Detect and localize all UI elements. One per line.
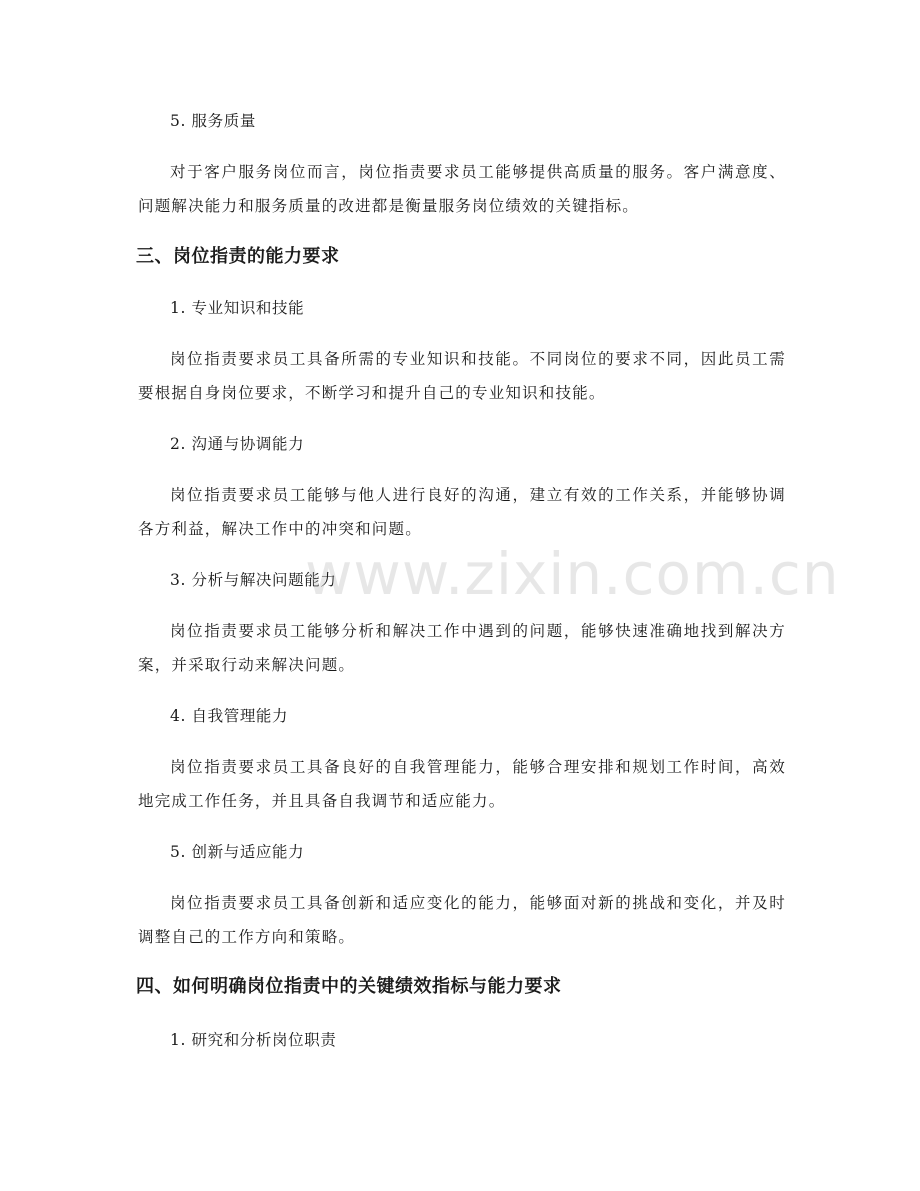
section-heading-3: 三、岗位指责的能力要求 (136, 246, 340, 267)
watermark: www.zixin.com.cn (305, 540, 840, 608)
paragraph-communication: 岗位指责要求员工能够与他人进行良好的沟通，建立有效的工作关系，并能够协调各方利益，解决工作中的冲突和问题。 (138, 486, 786, 538)
paragraph-self-management: 岗位指责要求员工具备良好的自我管理能力，能够合理安排和规划工作时间，高效地完成工作任务，并且具备自我调节和适应能力。 (138, 758, 786, 810)
list-item-innovation: 5. 创新与适应能力 (170, 843, 305, 861)
paragraph-service-quality: 对于客户服务岗位而言，岗位指责要求员工能够提供高质量的服务。客户满意度、问题解决能力和服务质量的改进都是衡量服务岗位绩效的关键指标。 (138, 163, 786, 215)
list-item-self-management: 4. 自我管理能力 (170, 707, 289, 725)
list-item-communication: 2. 沟通与协调能力 (170, 435, 305, 453)
paragraph-professional-knowledge: 岗位指责要求员工具备所需的专业知识和技能。不同岗位的要求不同，因此员工需要根据自身岗位要求，不断学习和提升自己的专业知识和技能。 (138, 350, 786, 402)
section-heading-4: 四、如何明确岗位指责中的关键绩效指标与能力要求 (136, 976, 562, 997)
list-item-problem-solving: 3. 分析与解决问题能力 (170, 571, 337, 589)
list-item-professional-knowledge: 1. 专业知识和技能 (170, 299, 305, 317)
list-item-service-quality: 5. 服务质量 (170, 112, 256, 130)
list-item-research-duties: 1. 研究和分析岗位职责 (170, 1031, 337, 1049)
paragraph-innovation: 岗位指责要求员工具备创新和适应变化的能力，能够面对新的挑战和变化，并及时调整自己的工作方向和策略。 (138, 894, 786, 946)
paragraph-problem-solving: 岗位指责要求员工能够分析和解决工作中遇到的问题，能够快速准确地找到解决方案，并采取行动来解决问题。 (138, 622, 786, 674)
